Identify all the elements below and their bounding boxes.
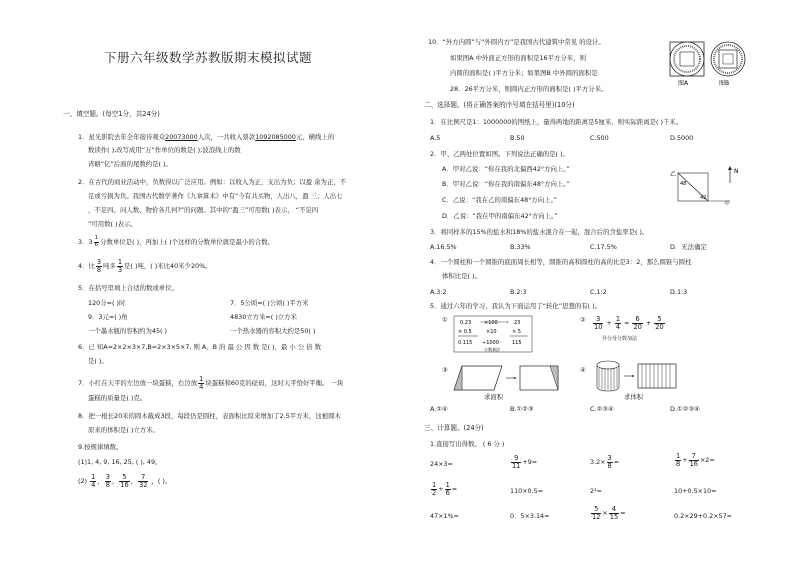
calc-24x3: 24×3= [430,460,453,468]
c1opts-option-3: D.5000 [670,134,694,142]
section-calc-heading: 三、计算题。(24分) [424,424,484,432]
c5-fraction: $\frac{1}{4}$ [615,315,621,331]
question-2-line3: ，不足四。问人数、物价各几何?”的问题。其中的“盈三”可用数( )表示， “不足四 [88,206,319,214]
question-10-line1: 10．“外方内圆”与“外圆内方”是我国古代建筑中常见 的设计。 [428,38,605,46]
question-1: 1．星光影院去年全年接待观众20073000人次，一共收入票款1092085000元，横线上的 [78,133,335,141]
choice-3: 3．将同样多的15%的盐水和18%的盐水混合在一起，混合后的含盐率是( )。 [430,228,649,236]
calc-frac-9-11-plus-9: $\frac{9}{11}$ +9= [512,454,538,470]
q9-fraction: $\frac{3}{8}$ [105,473,110,489]
svg-text:115: 115 [512,340,522,346]
question-9-part-1: (1)1, 4, 9, 16, 25, ( ), 49。 [78,458,162,466]
calc-2-squared: 2²= [590,487,602,495]
question-10-line2: 如果图A 中外面正方形的面积是16平方分米，则 [450,54,586,62]
c3opts-option-3: D．无法确定 [670,243,707,251]
question-6-line2: 是( )。 [88,357,108,365]
q9-fraction: $\frac{5}{16}$ [120,473,129,489]
yi-label: 乙 [670,171,677,178]
q5-item-6: 一个热水器的容积大约是50( ) [230,327,316,335]
q4-fraction-1: $\frac{3}{8}$ [96,258,102,274]
c5-volume-figure [594,360,684,394]
c5-fraction-note: 异分母分数加法 [602,336,638,342]
choice-2-option-a: A．甲对乙说：“你在我的北偏西42°方向上。” [442,165,570,173]
c5-label-3: ③ [442,366,448,374]
choice-2: 2．甲、乙两处位置如图。下列说法正确的是( )。 [430,150,569,158]
q4-fraction-2: $\frac{1}{3}$ [117,258,123,274]
c5-fraction-addition: $\frac{3}{10}$ + $\frac{1}{4}$ = $\frac{6}{20}$ + $\frac{5}{20}$ [594,315,664,331]
figure-b-circle-outside-square [711,42,745,76]
q5-item-2: 7．5公顷=( )公顷( )平方米 [230,299,309,307]
question-8-line1: 8．把一根长20米的圆木截成3段，每段仍是圆柱，表面积比原来增加了2.5平方米，这根圆木 [78,412,341,420]
c5-decimal-multiplication [454,314,564,358]
choice-2-direction-figure [664,165,744,210]
q5-item-4: 4830立方米=( )立方米 [230,313,297,321]
c5-fraction: $\frac{5}{20}$ [655,315,664,331]
c4opts-option-0: A.3:2 [430,288,447,296]
choice-4-line1: 4．一个圆柱和一个圆锥的底面周长相等，圆锥的高和圆柱的高的比是3：2，那么圆锥与圆柱 [430,258,692,266]
section-choice-heading: 二、选择题。(将正确答案的序号填在括号里)(10分) [424,101,575,109]
svg-text:×100: ×100 [484,320,498,326]
q1-underlined-number: 20073000 [165,133,198,141]
c5-fraction: $\frac{3}{10}$ [594,315,603,331]
c5-label-1: ① [442,316,448,324]
svg-text:0.23: 0.23 [460,320,472,326]
q5-item-5: 一个墨水瓶的容积约为45( ) [88,327,168,335]
figure-a-square-outside-circle [670,42,704,76]
question-2-line4: ”可用数( )表示。 [88,220,137,228]
question-6-line1: 6．已 知A=2×2×3×7,B=2×3×5×7, 则 A、B 的 最 公 因 数 是( )，最 小 公 倍 数 [78,343,322,351]
choice-2-option-b: B．甲对乙说：“你在我的南偏东48°方向上。” [442,180,570,188]
q5-item-3: 9．3元=( )角 [88,313,128,321]
question-9-part-2: (2) $\frac{1}{4}$ ， $\frac{3}{8}$ ， $\frac{5}{16}$ ， $\frac{7}{32}$ ，( )。 [78,473,172,489]
c5opts-option-0: A.②④ [430,405,448,413]
angle-42-label: 42 [700,195,707,201]
svg-text:0.115: 0.115 [458,340,473,346]
calc-0-5x3-14: 0．5×3.14= [510,512,550,520]
svg-text:小数乘法: 小数乘法 [484,347,500,352]
q1-wavy-number: 1092085000 [255,133,296,141]
c3opts-option-0: A.16.5% [430,243,457,251]
question-8-line2: 原来的体积是( )立方米。 [88,426,159,434]
calc-frac-sum-times-2: $\frac{1}{8}$ + $\frac{7}{16}$ ×2= [676,452,715,468]
choice-5: 5．通过六年的学习，我认为下面运用了“转化”思想的有( )。 [430,302,602,310]
svg-text:× 0.5: × 0.5 [458,329,472,335]
calc-distributive: 0.2×29+0.2×57= [674,512,733,520]
calc-half-plus-sixth: $\frac{1}{2}$ + $\frac{1}{6}$ = [432,481,458,497]
q9-fraction: $\frac{7}{32}$ [139,473,148,489]
svg-text:× 5: × 5 [512,329,521,335]
c5opts-option-1: B.①②③ [510,405,534,413]
figure-a-label: 图A [678,80,689,87]
c3opts-option-1: B.33% [510,243,531,251]
q3-fraction: $\frac{1}{6}$ [94,235,99,248]
q9-fraction: $\frac{1}{4}$ [91,473,96,489]
question-5: 5．在括号里填上合适的数或单位。 [78,284,178,292]
c5-fraction: $\frac{6}{20}$ [633,315,642,331]
c5-volume-note: 求体积 [624,393,644,401]
question-10-line4: 28．26平方分米，则圆内正方形的面积是( )平方分米。 [450,85,608,93]
c1opts-option-2: C.500 [590,134,609,142]
calc-3-2-times-frac: 3.2× $\frac{3}{8}$ = [590,454,620,470]
c5-label-2: ② [580,316,586,324]
figure-a-b [668,40,748,88]
q7-fraction: $\frac{1}{4}$ [199,375,204,391]
choice-2-option-c: C．乙说：“我在乙的南偏东48°方向上。” [442,196,558,204]
question-3: 3．3 $\frac{1}{6}$ 分数单位是( )，再加上( )个这样的分数单位就是最小的合数。 [78,235,274,248]
svg-text:÷1000: ÷1000 [482,340,499,346]
svg-text:×10: ×10 [486,329,497,335]
choice-2-option-d: D．乙说：“我在甲的南偏东42°方向上。” [442,212,558,220]
question-2-line1: 2．在古代的商业活动中，负数得以广泛应用。例如：以收入为正，支出为负；以盈 余为正，不 [78,178,347,186]
north-label: N [734,168,739,175]
c5-area-figure [454,364,564,398]
section-fill-blank-heading: 一、填空题。(每空1分，共24分) [63,110,160,118]
c5opts-option-3: D.①②③④ [670,405,700,413]
calc-110x0-5: 110×0.5= [510,487,544,495]
c5opts-option-2: C.②③④ [590,405,614,413]
question-7-line2: 蛋糕的质量是( )克。 [88,394,147,402]
question-1-line3: 省略“亿”后面的尾数约是( )。 [88,160,172,168]
c4opts-option-2: C.1:2 [590,288,607,296]
c4opts-option-1: B.2:3 [510,288,527,296]
calc-1-heading: 1.直接写出得数。 ( 6 分 ) [430,440,505,448]
calc-10-plus: 10+0.5×10= [674,487,717,495]
jia-label: 甲 [724,200,731,207]
c1opts-option-1: B.50 [510,134,525,142]
question-7: 7．小红在天平的左边放一块蛋糕，右边放 $\frac{1}{4}$ 块蛋糕和60克的砝码，这时天平恰好平衡。 一块 [78,375,344,391]
q5-item-1: 120分=( )时 [88,299,126,307]
choice-4-line2: 体积比是( )。 [442,272,481,280]
angle-48-label: 48 [680,181,687,187]
svg-text:23: 23 [514,320,521,326]
c5-label-4: ④ [580,366,586,374]
question-4: 4．比 $\frac{3}{8}$ 吨多 $\frac{1}{3}$ 是( )吨，( )米比40米少20%。 [78,258,212,274]
question-9: 9.按规律填数。 [78,443,123,451]
c5-area-note: 求面积 [484,393,504,401]
calc-47x1pct: 47×1%= [430,512,459,520]
q9-fraction-sequence: $\frac{1}{4}$ ， $\frac{3}{8}$ ， $\frac{5}{16}$ ， $\frac{7}{32}$ [91,473,148,489]
page-title: 下册六年级数学苏教版期末模拟试题 [104,50,313,65]
c1opts-option-0: A.5 [430,134,441,142]
question-2-line2: 足或亏损为负。我国古代数学著作《九章算术》中有“今有共买物，人出八，盈 三；人出七 [88,192,343,200]
c3opts-option-2: C.17.5% [590,243,617,251]
calc-frac-product: $\frac{5}{12}$ × $\frac{4}{15}$ = [592,505,626,521]
figure-b-label: 图B [719,80,730,87]
c4opts-option-3: D.1:3 [670,288,688,296]
question-10-line3: 内圆的面积是( )平方分米；如果图B 中外圆的面积是 [450,69,598,77]
choice-1: 1．在比例尺是1：1000000的图纸上，量得两地的距离是5厘米，则实际距离是( )千米。 [430,118,683,126]
question-1-line2: 数读作( ),改写成用“万”作单位的数是( );波浪线上的数 [88,146,241,154]
